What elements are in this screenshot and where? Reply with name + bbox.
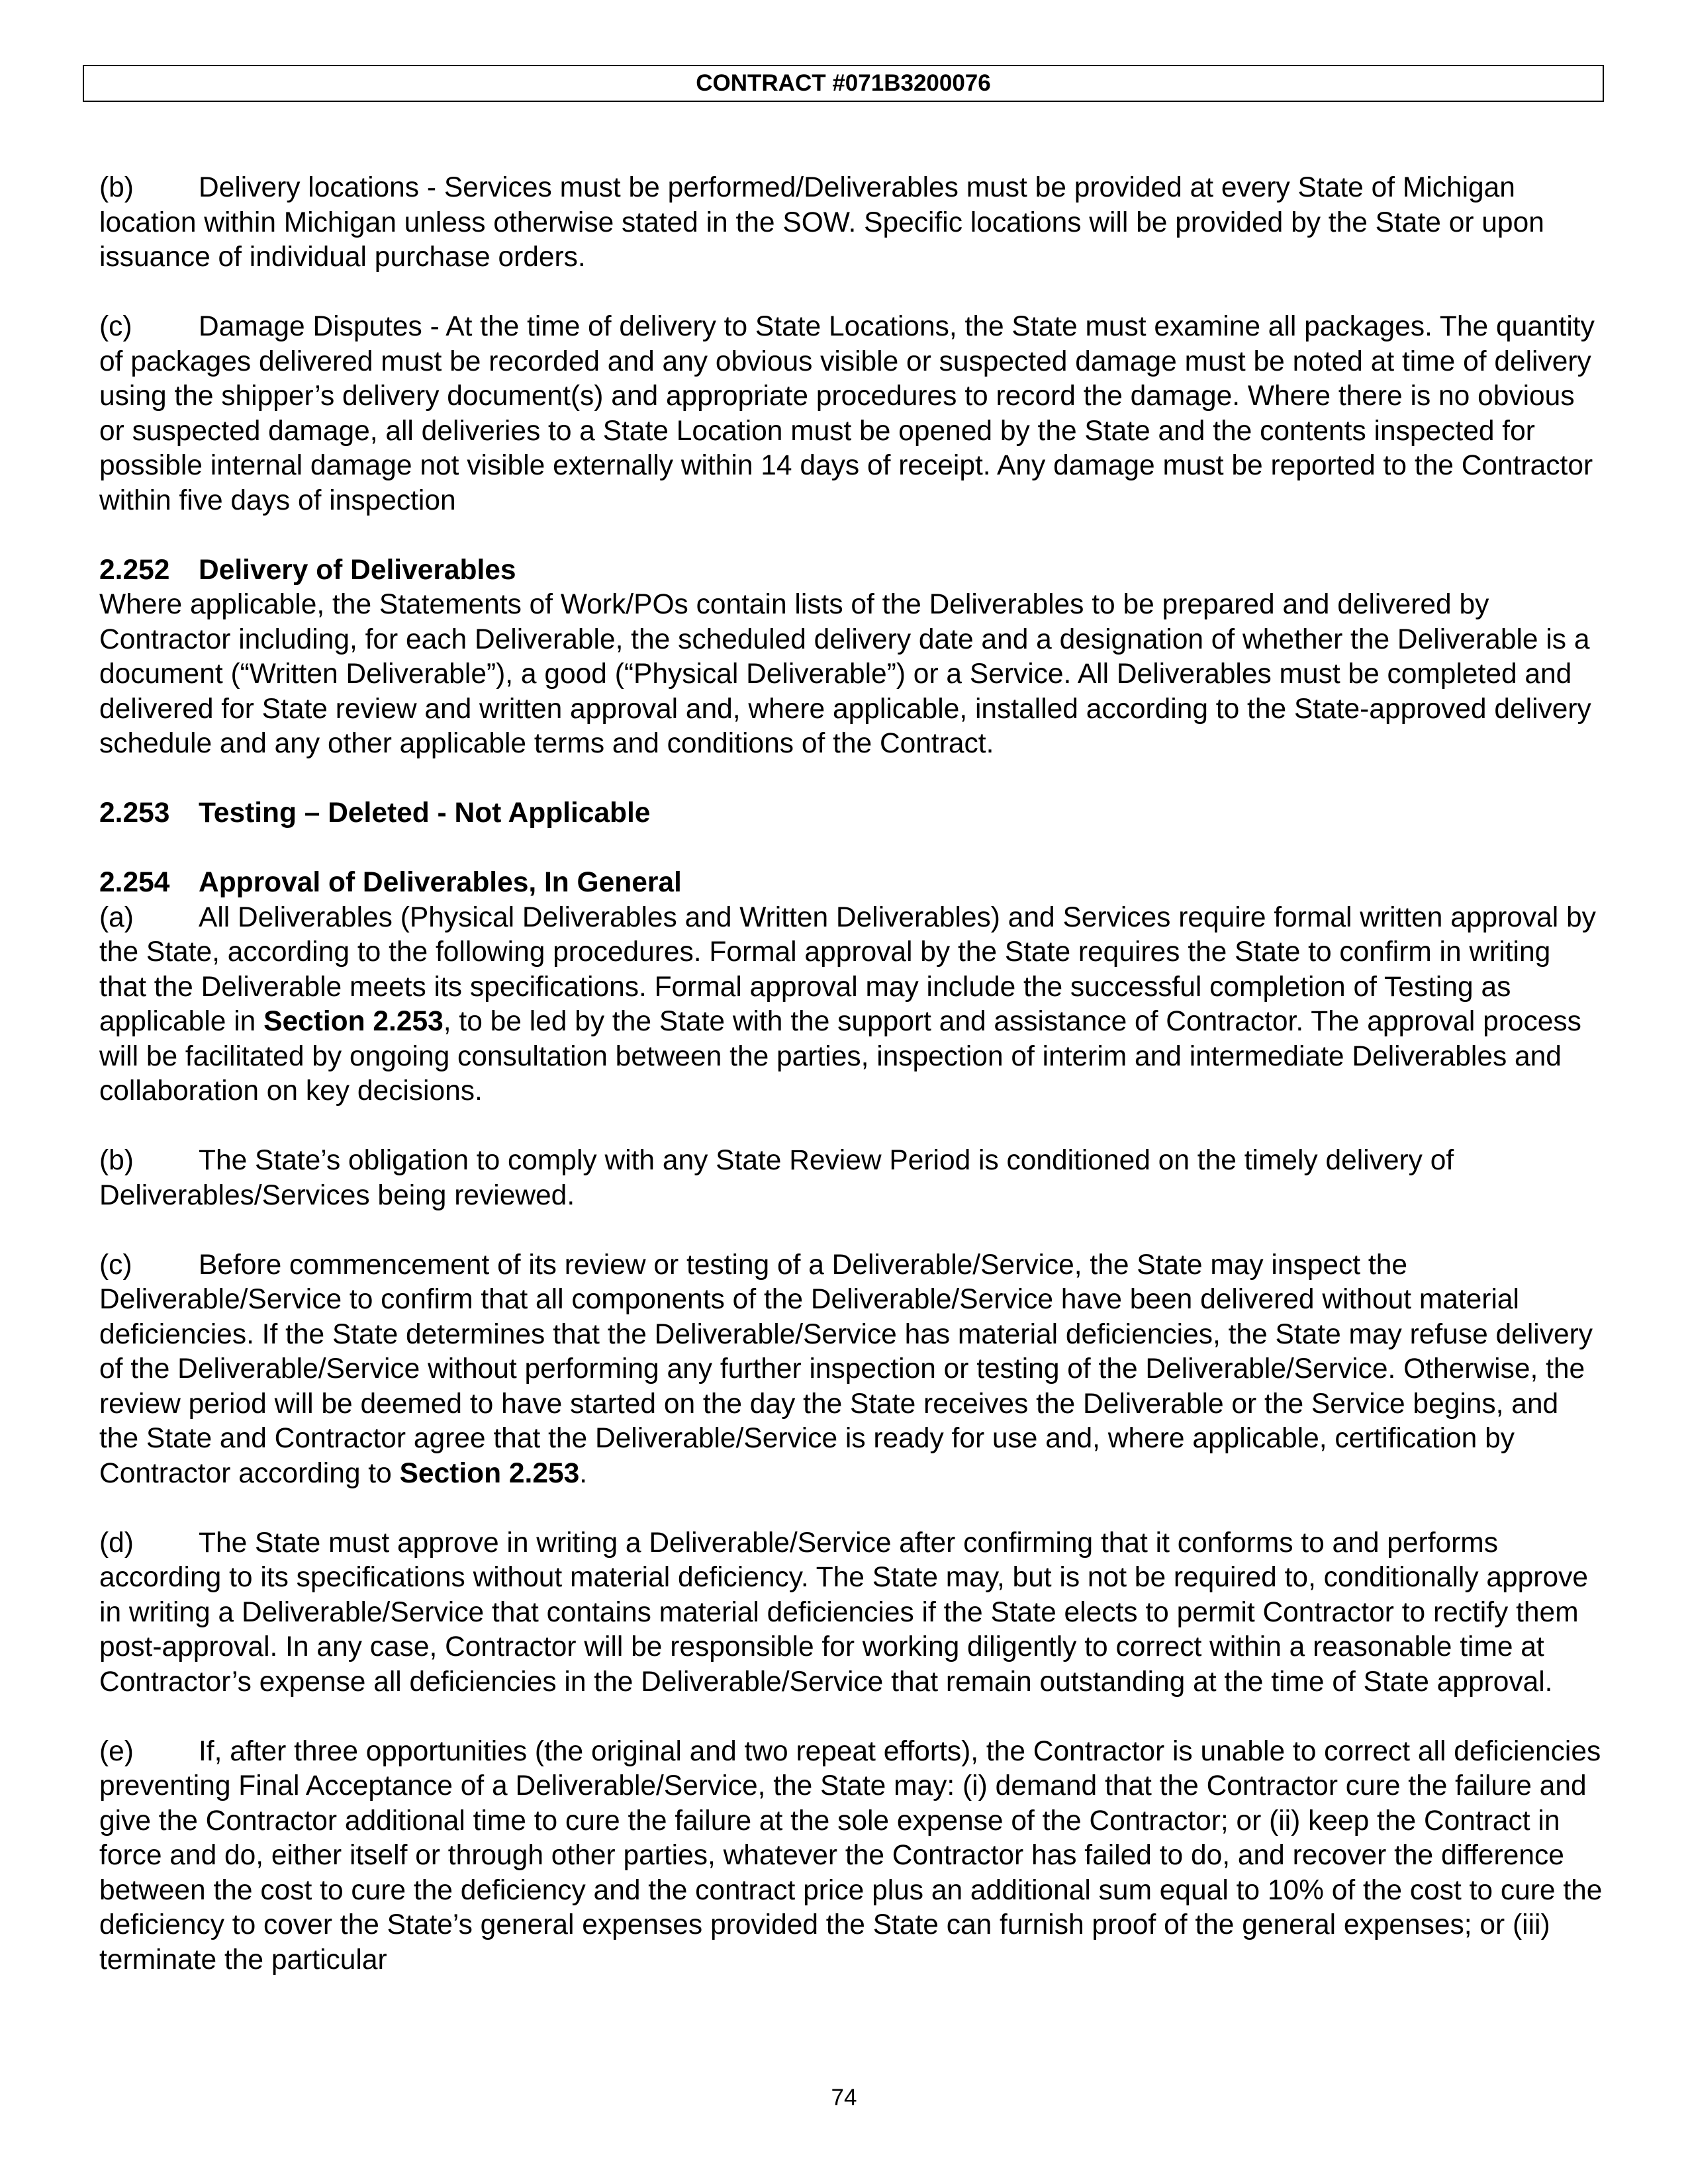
- list-label: (b): [99, 172, 134, 203]
- page-number: 74: [831, 2085, 857, 2111]
- section-number: 2.253: [99, 797, 170, 829]
- paragraph-text: If, after three opportunities (the original and two repeat efforts), the Contractor is unable to correct all deficiencies preventing Final Acceptance of a Deliverable/Service, the State may: (i) demand that the Contractor cure the failure and give the Contractor additional time to cure the failure at the sole expense of the Contractor; or (ii) keep the Contract in force and do, either itself or through other parties, whatever the Contractor has failed to do, and recover the difference between the cost to cure the deficiency and the contract price plus an additional sum equal to 10% of the cost to cure the deficiency to cover the State’s general expenses provided the State can furnish proof of the general expenses; or (iii) terminate the particular: [99, 1735, 1603, 1976]
- list-label: (c): [99, 311, 132, 342]
- contract-title: CONTRACT #071B3200076: [696, 70, 991, 96]
- section-title: Approval of Deliverables, In General: [199, 867, 682, 898]
- section-heading-2254: [99, 866, 1603, 901]
- list-label: (c): [99, 1249, 132, 1281]
- section-number: 2.252: [99, 554, 170, 586]
- paragraph-delivery-locations: [99, 171, 1603, 275]
- section-title: Testing – Deleted - Not Applicable: [199, 797, 651, 829]
- paragraph-2254-b: [99, 1144, 1603, 1213]
- contract-header: [83, 65, 1604, 102]
- paragraph-text: The State must approve in writing a Deliverable/Service after confirming that it conforms to and performs according to its specifications without material deficiency. The State may, but is not be required to, conditionally approve in writing a Deliverable/Service that contains material deficiencies if the State elects to permit Contractor to rectify them post-approval. In any case, Contractor will be responsible for working diligently to correct within a reasonable time at Contractor’s expense all deficiencies in the Deliverable/Service that remain outstanding at the time of State approval.: [99, 1527, 1588, 1698]
- paragraph-text: Before commencement of its review or testing of a Deliverable/Service, the State may inspect the Deliverable/Service to confirm that all components of the Deliverable/Service have been delivered without material deficiencies. If the State determines that the Deliverable/Service has material deficiencies, the State may refuse delivery of the Deliverable/Service without performing any further inspection or testing of the Deliverable/Service. Otherwise, the review period will be deemed to have started on the day the State receives the Deliverable or the Service begins, and the State and Contractor agree that the Deliverable/Service is ready for use and, where applicable, certification by Contractor according to: [99, 1249, 1593, 1489]
- paragraph-2254-c: [99, 1248, 1603, 1492]
- paragraph-2254-a: [99, 901, 1603, 1109]
- list-label: (a): [99, 901, 134, 933]
- list-label: (b): [99, 1145, 134, 1176]
- section-body-2252: Where applicable, the Statements of Work/POs contain lists of the Deliverables to be prepared and delivered by Contractor including, for each Deliverable, the scheduled delivery date and a designation of whether the Deliverable is a document (“Written Deliverable”), a good (“Physical Deliverable”) or a Service. All Deliverables must be completed and delivered for State review and written approval and, where applicable, installed according to the State-approved delivery schedule and any other applicable terms and conditions of the Contract.: [99, 589, 1591, 759]
- list-label: (d): [99, 1527, 134, 1559]
- paragraph-text: All Deliverables (Physical Deliverables and Written Deliverables) and Services require formal written approval by the State, according to the following procedures. Formal approval by the State requires the State to confirm in writing that the Deliverable meets its specifications. Formal approval may include the successful completion of Testing as applicable in: [99, 901, 1596, 1037]
- section-title: Delivery of Deliverables: [199, 554, 516, 586]
- paragraph-2254-e: [99, 1735, 1603, 1978]
- document-body: [99, 171, 1603, 1978]
- section-heading-2253: [99, 796, 1603, 831]
- section-reference: Section 2.253: [399, 1457, 580, 1489]
- paragraph-damage-disputes: [99, 310, 1603, 518]
- section-number: 2.254: [99, 867, 170, 898]
- list-label: (e): [99, 1735, 134, 1767]
- paragraph-2254-d: [99, 1526, 1603, 1700]
- paragraph-text: Damage Disputes - At the time of delivery to State Locations, the State must examine all packages. The quantity of packages delivered must be recorded and any obvious visible or suspected damage must be noted at time of delivery using the shipper’s delivery document(s) and appropriate procedures to record the damage. Where there is no obvious or suspected damage, all deliveries to a State Location must be opened by the State and the contents inspected for possible internal damage not visible externally within 14 days of receipt. Any damage must be reported to the Contractor within five days of inspection: [99, 311, 1595, 516]
- section-reference: Section 2.253: [263, 1006, 444, 1037]
- section-heading-2252: [99, 553, 1603, 588]
- paragraph-text: The State’s obligation to comply with any State Review Period is conditioned on the timely delivery of Deliverables/Services being reviewed.: [99, 1145, 1454, 1211]
- page-footer: [0, 2085, 1688, 2111]
- paragraph-text: , to be led by the State with the support and assistance of Contractor. The approval process will be facilitated by ongoing consultation between the parties, inspection of interim and intermediate Deliverables and collaboration on key decisions.: [99, 1006, 1581, 1107]
- paragraph-text: .: [579, 1457, 588, 1489]
- paragraph-text: Delivery locations - Services must be performed/Deliverables must be provided at every State of Michigan location within Michigan unless otherwise stated in the SOW. Specific locations will be provided by the State or upon issuance of individual purchase orders.: [99, 172, 1544, 273]
